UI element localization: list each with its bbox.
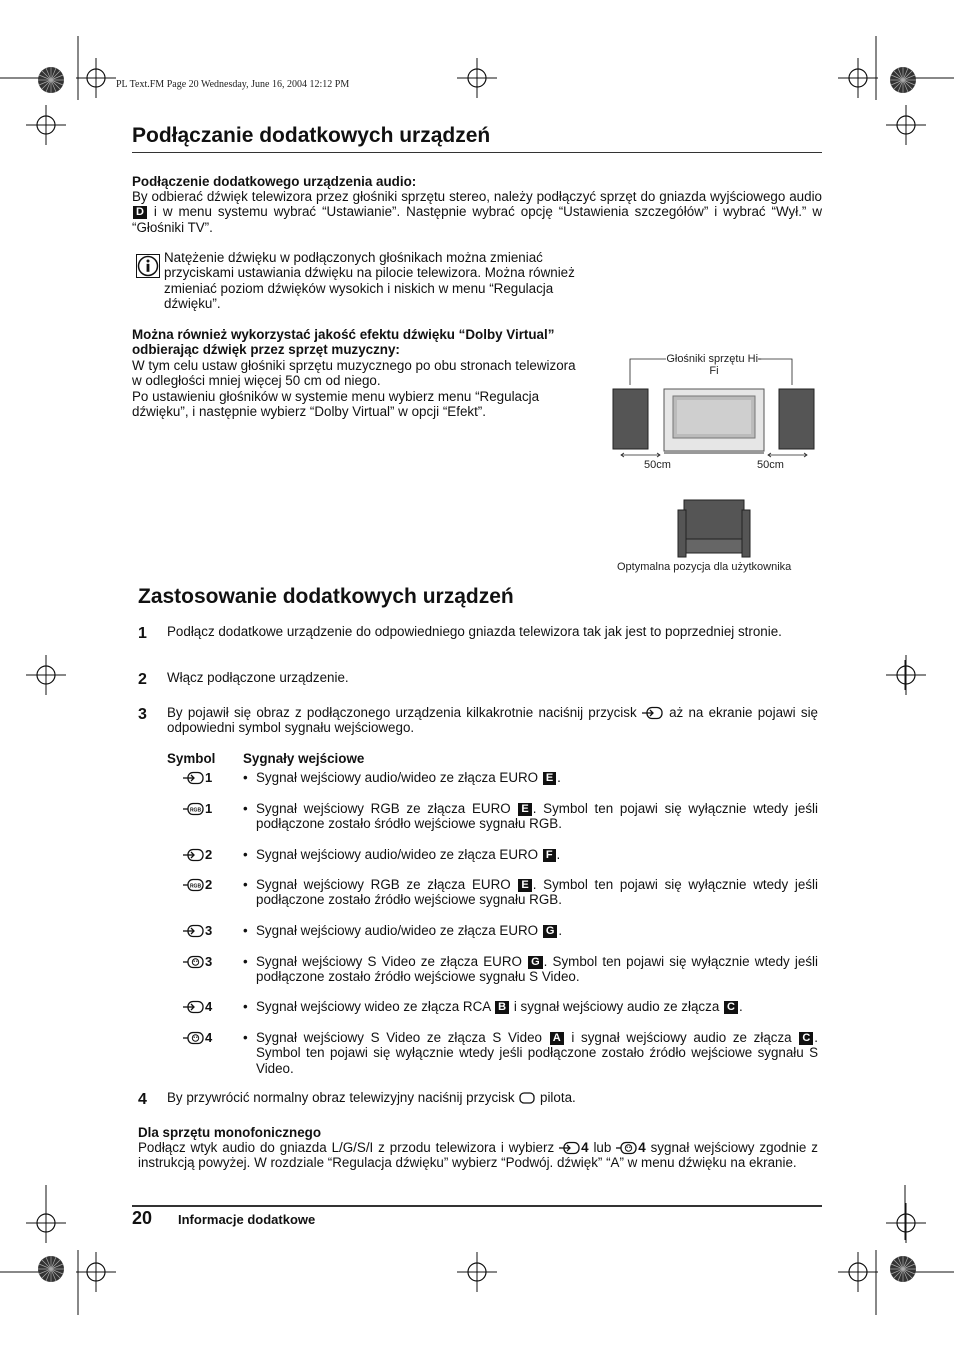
step-4-text-b: pilota. xyxy=(540,1090,576,1105)
connector-key-badge: F xyxy=(543,849,556,862)
table-row-bullet: • xyxy=(243,801,248,816)
row-text-a: Sygnał wejściowy audio/wideo ze złącza EURO xyxy=(256,770,539,785)
connector-key-badge: C xyxy=(799,1032,813,1045)
step-1-text: Podłącz dodatkowe urządzenie do odpowiedniego gniazda telewizora tak jak jest to poprzedniej stronie. xyxy=(167,624,782,639)
registration-mark-bottom-mid xyxy=(457,1252,497,1292)
connector-key-badge: B xyxy=(495,1001,509,1014)
step-3-text-a: By pojawił się obraz z podłączonego urządzenia kilkakrotnie naciśnij przycisk xyxy=(167,705,637,720)
speaker-placement-diagram xyxy=(600,345,830,580)
table-row-symbol xyxy=(183,1030,212,1045)
table-row-input-number: 1 xyxy=(205,770,213,785)
step-3-text-b: aż na ekranie pojawi się odpowiedni symbol sygnału wejściowego. xyxy=(167,705,818,736)
registration-mark-right-top xyxy=(886,105,926,145)
table-row xyxy=(256,923,818,938)
step-2-number: 2 xyxy=(138,671,147,688)
step-4-text xyxy=(167,1090,818,1105)
table-row-bullet: • xyxy=(243,877,248,892)
table-row-symbol xyxy=(183,770,212,785)
dolby-heading: Można również wykorzystać jakość efektu dźwięku “Dolby Virtual” odbierając dźwięk przez sprzęt muzyczny: xyxy=(132,327,555,358)
table-row-bullet: • xyxy=(243,1030,248,1045)
info-icon xyxy=(136,254,160,278)
step-4-number: 4 xyxy=(138,1091,147,1108)
connector-key-badge: G xyxy=(543,925,558,938)
table-row-input-number: 4 xyxy=(205,999,213,1014)
table-row xyxy=(256,954,818,985)
row-text-a: Sygnał wejściowy S Video ze złącza S Video xyxy=(256,1030,543,1045)
table-row xyxy=(256,877,818,908)
table-row-input-number: 4 xyxy=(205,1030,213,1045)
av-input-icon xyxy=(559,1141,581,1155)
row-text-b: . Symbol ten pojawi się wyłącznie wtedy jeśli podłączone zostało źródło wejściowe sygnału S Video. xyxy=(256,954,818,985)
title-rule xyxy=(132,152,822,153)
row-text-a: Sygnał wejściowy audio/wideo ze złącza EURO xyxy=(256,847,539,862)
svideo-input-icon xyxy=(616,1141,638,1155)
table-row-bullet: • xyxy=(243,923,248,938)
distance-left-label: 50cm xyxy=(644,459,671,471)
mono-paragraph xyxy=(138,1140,818,1171)
connector-key-badge: A xyxy=(550,1032,564,1045)
table-row xyxy=(256,770,818,785)
av-input-icon xyxy=(183,848,205,862)
table-row xyxy=(256,801,818,832)
connector-key-badge: E xyxy=(518,879,531,892)
distance-right-label: 50cm xyxy=(757,459,784,471)
row-text-b: i sygnał wejściowy audio ze złącza xyxy=(510,999,720,1014)
table-row-input-number: 2 xyxy=(205,877,213,892)
rgb-input-icon xyxy=(183,878,205,892)
step-1-number: 1 xyxy=(138,625,147,642)
registration-mark-right-mid xyxy=(886,655,926,695)
dolby-text-1: W tym celu ustaw głośniki sprzętu muzycznego po obu stronach telewizora w odległości mniej więcej 50 cm od niego. xyxy=(132,358,576,389)
table-row-bullet: • xyxy=(243,954,248,969)
row-text-a: Sygnał wejściowy wideo ze złącza RCA xyxy=(256,999,491,1014)
step-3-text xyxy=(167,705,818,736)
row-text-b: . xyxy=(557,770,561,785)
table-row-symbol xyxy=(183,801,212,816)
mono-or: lub xyxy=(593,1140,612,1155)
table-row-bullet: • xyxy=(243,770,248,785)
info-note: Natężenie dźwięku w podłączonych głośnikach można zmieniać przyciskami ustawiania dźwięku na pilocie telewizora. Można również zmieniać poziom dźwięków wysokich i niskich w menu “Regulacja dźwięku”. xyxy=(164,250,575,312)
table-row-symbol xyxy=(183,999,212,1014)
av-input-icon xyxy=(183,1000,205,1014)
mono-input-number-2: 4 xyxy=(638,1140,646,1155)
row-text-c: . xyxy=(738,999,743,1014)
table-row-input-number: 3 xyxy=(205,954,213,969)
registration-mark-top-left xyxy=(76,58,116,98)
connector-key-badge: E xyxy=(543,772,556,785)
row-text-b: . xyxy=(556,847,561,862)
row-text-b: . Symbol ten pojawi się wyłącznie wtedy jeśli podłączone zostało śródło wejściowe sygnału RGB. xyxy=(256,801,818,832)
rgb-input-icon xyxy=(183,802,205,816)
section-title-using: Zastosowanie dodatkowych urządzeń xyxy=(138,585,514,608)
connector-key-badge: C xyxy=(724,1001,738,1014)
registration-mark-bottom-right xyxy=(838,1252,878,1292)
row-text-c: . Symbol ten pojawi się wyłącznie wtedy jeśli podłączone zostało źródło wejściowe sygnału S Video. xyxy=(256,1030,819,1076)
row-text-a: Sygnał wejściowy audio/wideo ze złącza EURO xyxy=(256,923,539,938)
av-input-icon xyxy=(183,924,205,938)
audio-heading: Podłączenie dodatkowego urządzenia audio: xyxy=(132,174,417,189)
footer-rule xyxy=(132,1205,822,1207)
registration-mark-left-mid xyxy=(26,655,66,695)
mono-text-b: sygnał wejściowy zgodnie z instrukcją powyżej. W rozdziale “Regulacja dźwięku” wybierz “Podwój. dźwięk” “A” w menu dźwięku na ekranie. xyxy=(138,1140,818,1171)
step-3-number: 3 xyxy=(138,706,147,723)
table-row xyxy=(256,1030,818,1076)
file-header: PL Text.FM Page 20 Wednesday, June 16, 2004 12:12 PM xyxy=(116,79,350,90)
table-row-input-number: 2 xyxy=(205,847,213,862)
sv-input-icon xyxy=(183,1031,205,1045)
av-input-icon xyxy=(183,771,205,785)
color-target-bottom-right xyxy=(888,1254,918,1284)
registration-mark-bottom-left xyxy=(76,1252,116,1292)
table-col-signals: Sygnały wejściowe xyxy=(243,751,365,766)
registration-mark-left-top xyxy=(26,105,66,145)
key-d-badge: D xyxy=(133,206,147,219)
dolby-text-2: Po ustawieniu głośników w systemie menu wybierz menu “Regulacja dźwięku”, i następnie wybierz “Dolby Virtual” w opcji “Efekt”. xyxy=(132,389,540,420)
mono-heading: Dla sprzętu monofonicznego xyxy=(138,1125,322,1140)
page-number: 20 xyxy=(132,1208,153,1228)
table-row-input-number: 1 xyxy=(205,801,213,816)
tv-button-icon xyxy=(518,1091,536,1105)
table-row xyxy=(256,999,818,1014)
row-text-b: . xyxy=(558,923,563,938)
table-col-symbol: Symbol xyxy=(167,751,216,766)
table-row-symbol xyxy=(183,923,212,938)
connector-key-badge: E xyxy=(518,803,531,816)
table-row xyxy=(256,847,818,862)
row-text-a: Sygnał wejściowy RGB ze złącza EURO xyxy=(256,801,511,816)
registration-mark-right-bottom xyxy=(886,1203,926,1243)
table-row-bullet: • xyxy=(243,999,248,1014)
table-row-symbol xyxy=(183,847,212,862)
audio-text-b: i w menu systemu wybrać “Ustawianie”. Następnie wybrać opcję “Ustawienia szczegółów” i wybrać “Wył.” w “Głośniki TV”. xyxy=(132,204,822,235)
table-row-symbol xyxy=(183,954,212,969)
color-target-top-left xyxy=(36,65,66,95)
sv-input-icon xyxy=(183,955,205,969)
row-text-a: Sygnał wejściowy S Video ze złącza EURO xyxy=(256,954,522,969)
registration-mark-left-bottom xyxy=(26,1203,66,1243)
connector-key-badge: G xyxy=(528,956,543,969)
input-select-icon xyxy=(642,706,664,720)
step-2-text: Włącz podłączone urządzenie. xyxy=(167,670,349,685)
audio-text-a: By odbierać dźwięk telewizora przez głośniki sprzętu stereo, należy podłączyć sprzęt do gniazda wyjściowego audio xyxy=(132,189,822,204)
registration-mark-top-mid xyxy=(457,58,497,98)
registration-mark-top-right xyxy=(838,58,878,98)
table-row-input-number: 3 xyxy=(205,923,213,938)
speakers-label: Głośniki sprzętu Hi-Fi xyxy=(666,353,762,377)
row-text-a: Sygnał wejściowy RGB ze złącza EURO xyxy=(256,877,511,892)
mono-input-number-1: 4 xyxy=(581,1140,589,1155)
section-title-connecting: Podłączanie dodatkowych urządzeń xyxy=(132,124,491,147)
table-row-bullet: • xyxy=(243,847,248,862)
row-text-b: . Symbol ten pojawi się wyłącznie wtedy jeśli podłączone zostało źródło wejściowe sygnału RGB. xyxy=(256,877,818,908)
color-target-bottom-left xyxy=(36,1254,66,1284)
table-row-symbol xyxy=(183,877,212,892)
step-4-text-a: By przywrócić normalny obraz telewizyjny naciśnij przycisk xyxy=(167,1090,515,1105)
user-position-label: Optymalna pozycja dla użytkownika xyxy=(617,561,792,573)
color-target-top-right xyxy=(888,65,918,95)
mono-text-a: Podłącz wtyk audio do gniazda L/G/S/I z przodu telewizora i wybierz xyxy=(138,1140,555,1155)
row-text-b: i sygnał wejściowy audio ze złącza xyxy=(564,1030,792,1045)
footer-label: Informacje dodatkowe xyxy=(178,1212,316,1227)
audio-paragraph xyxy=(132,189,822,235)
